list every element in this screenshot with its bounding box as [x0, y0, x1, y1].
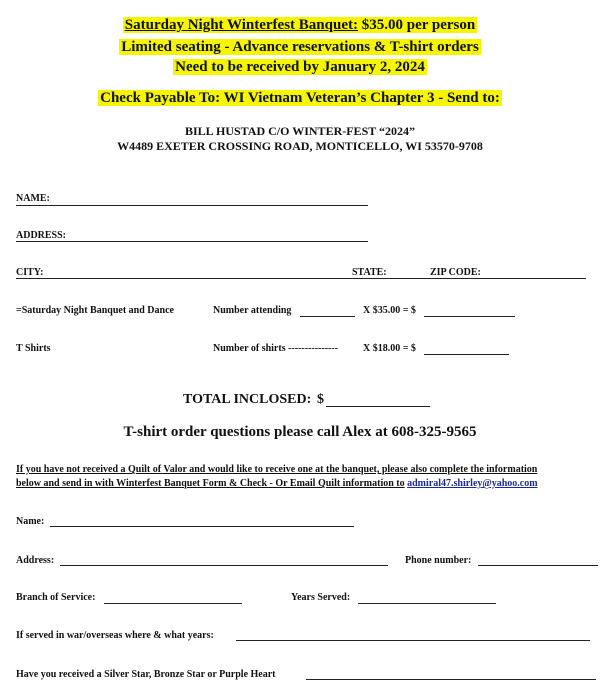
awards-field[interactable]	[306, 679, 596, 680]
header-line-1	[0, 16, 600, 34]
header-line-3	[0, 58, 600, 76]
war-service-label: If served in war/overseas where & what years:	[16, 630, 214, 641]
years-field[interactable]	[358, 603, 496, 604]
shirts-amount-field[interactable]	[424, 354, 509, 355]
tshirt-questions: T-shirt order questions please call Alex at 608-325-9565	[123, 424, 477, 440]
quilt-address-label: Address:	[16, 555, 55, 566]
quilt-address-field[interactable]	[60, 565, 388, 566]
banquet-amount-field[interactable]	[424, 316, 515, 317]
address-field[interactable]	[16, 241, 368, 242]
total-field[interactable]	[326, 406, 430, 407]
quilt-notice-line-2	[16, 478, 538, 489]
shirts-price-label: X $18.00 = $	[363, 343, 416, 354]
header-line-2	[0, 38, 600, 56]
awards-label: Have you received a Silver Star, Bronze Star or Purple Heart	[16, 669, 276, 680]
quilt-notice-line-1: If you have not received a Quilt of Valor and would like to receive one at the banquet, please also complete the information	[16, 464, 538, 475]
banquet-count-field[interactable]	[300, 316, 355, 317]
shirts-label: T Shirts	[16, 343, 51, 354]
payable-notice: Check Payable To: WI Vietnam Veteran’s Chapter 3 - Send to:	[100, 90, 500, 106]
address-label: ADDRESS:	[16, 230, 67, 241]
total-currency: $	[317, 392, 324, 407]
banquet-price-label: X $35.00 = $	[363, 305, 416, 316]
quilt-phone-label: Phone number:	[405, 555, 472, 566]
total-label: TOTAL INCLOSED:	[183, 392, 312, 407]
war-service-field[interactable]	[236, 640, 590, 641]
deadline-notice: Need to be received by January 2, 2024	[175, 59, 425, 75]
payable-line	[0, 89, 600, 107]
seating-notice: Limited seating - Advance reservations & T-shirt orders	[121, 39, 479, 55]
quilt-name-field[interactable]	[50, 526, 354, 527]
mailing-address-line-1: BILL HUSTAD C/O WINTER-FEST “2024”	[184, 124, 416, 138]
banquet-count-label: Number attending	[213, 305, 292, 316]
quilt-email-link[interactable]: admiral47.shirley@yahoo.com	[407, 478, 538, 489]
state-label: STATE:	[352, 267, 387, 278]
years-label: Years Served:	[291, 592, 351, 603]
branch-field[interactable]	[104, 603, 242, 604]
banquet-price-text: $35.00 per person	[357, 17, 476, 33]
branch-label: Branch of Service:	[16, 592, 96, 603]
city-label: CITY:	[16, 267, 44, 278]
mailing-address-line-2: W4489 EXETER CROSSING ROAD, MONTICELLO, WI 53570-9708	[117, 139, 483, 153]
quilt-name-label: Name:	[16, 516, 45, 527]
city-state-zip-field[interactable]	[16, 278, 586, 279]
shirts-count-label: Number of shirts ---------------	[213, 343, 339, 354]
banquet-title: Saturday Night Winterfest Banquet:	[124, 17, 358, 33]
header-highlight-1	[123, 17, 477, 33]
name-field[interactable]	[16, 205, 368, 206]
banquet-label: =Saturday Night Banquet and Dance	[16, 305, 174, 316]
zip-label: ZIP CODE:	[430, 267, 481, 278]
name-label: NAME:	[16, 193, 50, 204]
quilt-notice-text: below and send in with Winterfest Banquet Form & Check - Or Email Quilt information to	[16, 478, 405, 489]
quilt-phone-field[interactable]	[478, 565, 598, 566]
